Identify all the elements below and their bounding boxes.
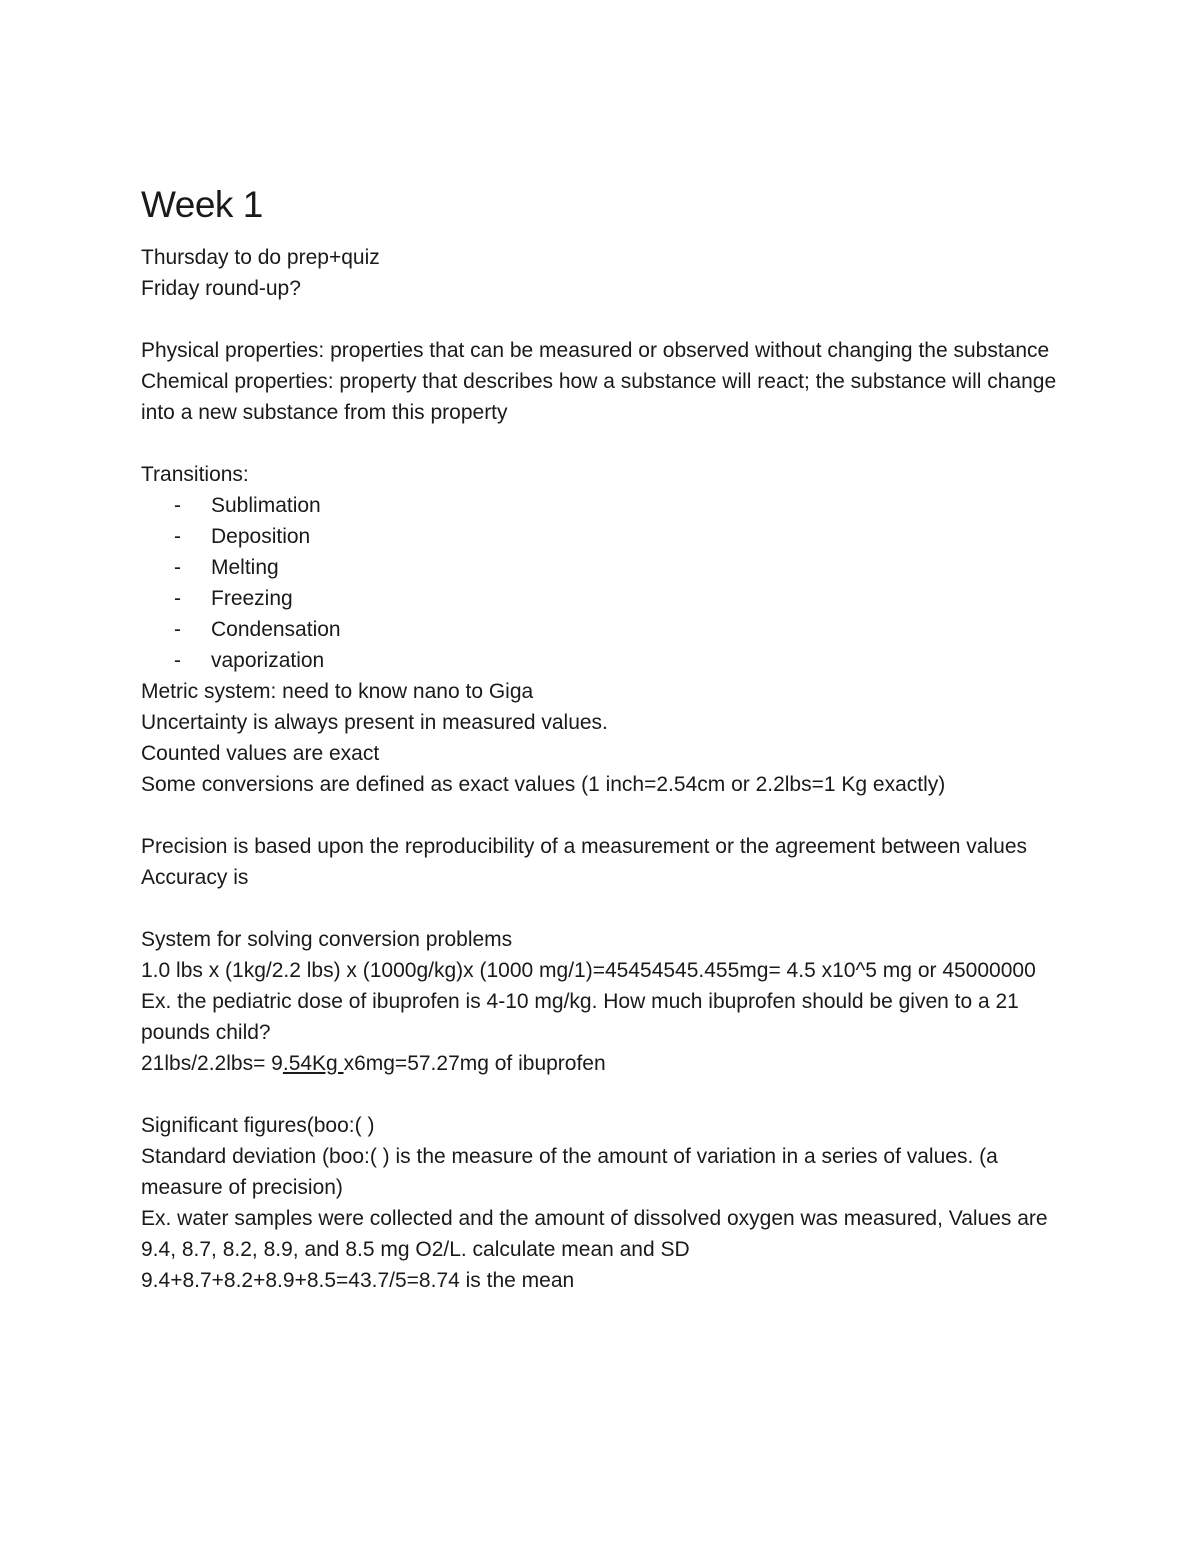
accuracy-text: Accuracy is — [141, 866, 249, 889]
conversion-example: 1.0 lbs x (1kg/2.2 lbs) x (1000g/kg)x (1000 mg/1)=45454545.455mg= 4.5 x10^5 mg or 45000000 — [141, 959, 1036, 982]
note-line: Some conversions are defined as exact values (1 inch=2.54cm or 2.2lbs=1 Kg exactly) — [141, 773, 946, 796]
bullet-dash: - — [174, 587, 181, 610]
bullet-dash: - — [174, 649, 181, 672]
list-item: - Deposition — [141, 521, 1061, 552]
underlined-text: .54Kg — [282, 1052, 344, 1075]
conversion-heading: System for solving conversion problems — [141, 928, 513, 951]
list-item: - vaporization — [141, 645, 1061, 676]
note-line: Uncertainty is always present in measured values. — [141, 711, 608, 734]
spacer — [141, 1079, 1061, 1110]
document-page — [141, 180, 1061, 1296]
list-item: - Condensation — [141, 614, 1061, 645]
oxygen-example: Ex. water samples were collected and the amount of dissolved oxygen was measured, Values are 9.4, 8.7, 8.2, 8.9, and 8.5 mg O2/L. calculate mean and SD — [141, 1207, 1054, 1261]
spacer — [141, 893, 1061, 924]
list-item: - Freezing — [141, 583, 1061, 614]
spacer — [141, 800, 1061, 831]
note-line: Counted values are exact — [141, 742, 380, 765]
mean-calculation: 9.4+8.7+8.2+8.9+8.5=43.7/5=8.74 is the mean — [141, 1269, 575, 1292]
transitions-list — [141, 490, 1061, 676]
page-title: Week 1 — [141, 184, 263, 225]
ibuprofen-answer: 21lbs/2.2lbs= 9.54Kg x6mg=57.27mg of ibuprofen — [141, 1052, 606, 1075]
bullet-dash: - — [174, 556, 181, 579]
note-line: Thursday to do prep+quiz — [141, 246, 380, 269]
bullet-dash: - — [174, 525, 181, 548]
list-item: - Sublimation — [141, 490, 1061, 521]
note-line: Friday round-up? — [141, 277, 301, 300]
bullet-dash: - — [174, 494, 181, 517]
list-item: - Melting — [141, 552, 1061, 583]
physical-properties-text: Physical properties: properties that can be measured or observed without changing the substance — [141, 339, 1050, 362]
ibuprofen-question: Ex. the pediatric dose of ibuprofen is 4-10 mg/kg. How much ibuprofen should be given to a 21 pounds child? — [141, 990, 1025, 1044]
sigfigs-text: Significant figures(boo:( ) — [141, 1114, 375, 1137]
chemical-properties-text: Chemical properties: property that describes how a substance will react; the substance will change into a new substance from this property — [141, 370, 1062, 424]
bullet-dash: - — [174, 618, 181, 641]
spacer — [141, 304, 1061, 335]
spacer — [141, 428, 1061, 459]
note-line: Metric system: need to know nano to Giga — [141, 680, 534, 703]
precision-text: Precision is based upon the reproducibility of a measurement or the agreement between values — [141, 835, 1028, 858]
transitions-heading: Transitions: — [141, 463, 249, 486]
standard-deviation-text: Standard deviation (boo:( ) is the measure of the amount of variation in a series of values. (a measure of precision) — [141, 1145, 1004, 1199]
